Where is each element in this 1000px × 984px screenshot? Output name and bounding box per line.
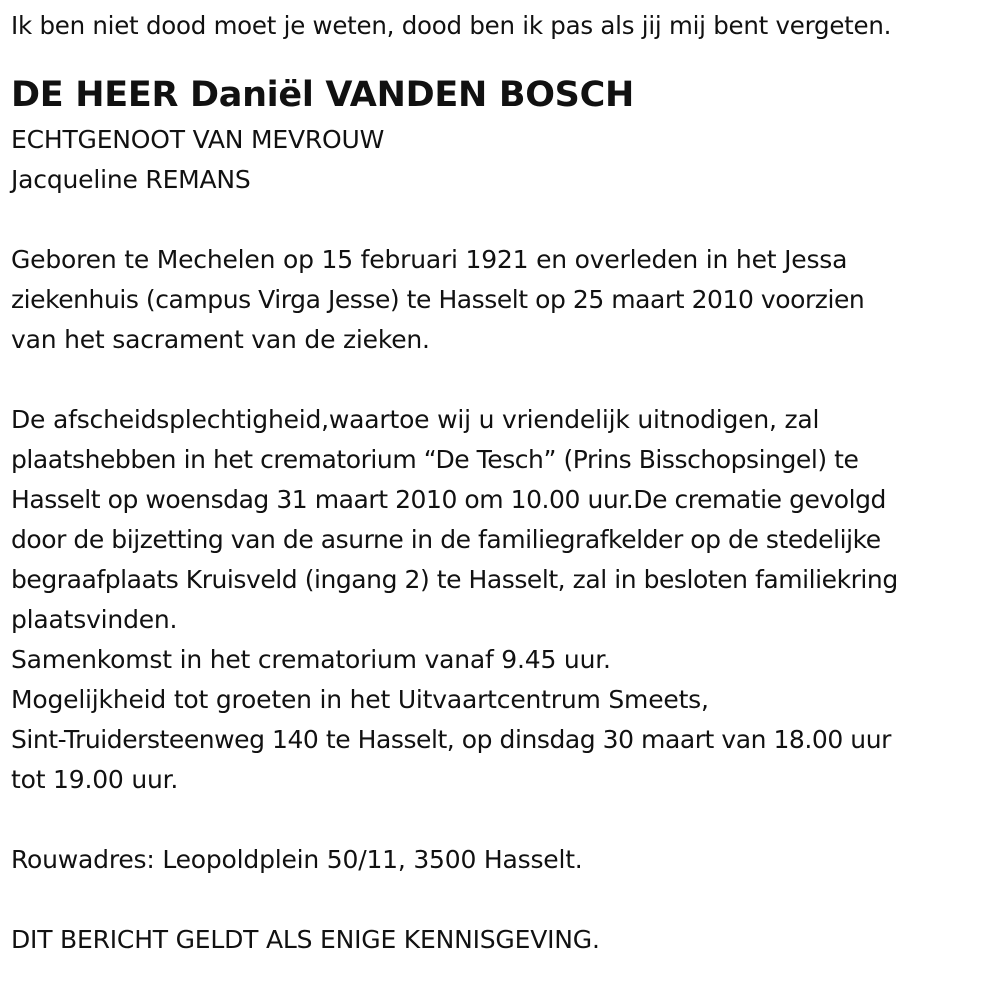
spouse-name: Jacqueline REMANS bbox=[11, 165, 251, 194]
spacer bbox=[11, 800, 996, 840]
deceased-name: DE HEER Daniël VANDEN BOSCH bbox=[11, 75, 634, 115]
paragraph-line: begraafplaats Kruisveld (ingang 2) te Hasselt, zal in besloten familiekring bbox=[11, 565, 898, 594]
paragraph-line: ziekenhuis (campus Virga Jesse) te Hasselt op 25 maart 2010 voorzien bbox=[11, 285, 865, 314]
paragraph-line: Sint-Truidersteenweg 140 te Hasselt, op dinsdag 30 maart van 18.00 uur bbox=[11, 725, 891, 754]
paragraph-line: door de bijzetting van de asurne in de familiegrafkelder op de stedelijke bbox=[11, 525, 881, 554]
paragraph-line: Geboren te Mechelen op 15 februari 1921 en overleden in het Jessa bbox=[11, 245, 848, 274]
spacer bbox=[11, 200, 996, 240]
paragraph-line: Mogelijkheid tot groeten in het Uitvaartcentrum Smeets, bbox=[11, 685, 709, 714]
paragraph-line: plaatshebben in het crematorium “De Tesch” (Prins Bisschopsingel) te bbox=[11, 445, 859, 474]
spouse-heading: ECHTGENOOT VAN MEVROUW bbox=[11, 125, 385, 154]
birth-death-paragraph bbox=[11, 240, 996, 360]
closing-statement: DIT BERICHT GELDT ALS ENIGE KENNISGEVING. bbox=[11, 925, 600, 954]
paragraph-line: van het sacrament van de zieken. bbox=[11, 325, 430, 354]
paragraph-line: Hasselt op woensdag 31 maart 2010 om 10.00 uur.De crematie gevolgd bbox=[11, 485, 886, 514]
obituary-notice bbox=[11, 0, 996, 960]
paragraph-line: tot 19.00 uur. bbox=[11, 765, 179, 794]
opening-quote: Ik ben niet dood moet je weten, dood ben ik pas als jij mij bent vergeten. bbox=[11, 11, 892, 40]
paragraph-line: Samenkomst in het crematorium vanaf 9.45 uur. bbox=[11, 645, 611, 674]
ceremony-paragraph bbox=[11, 400, 996, 800]
spacer bbox=[11, 360, 996, 400]
mourning-address: Rouwadres: Leopoldplein 50/11, 3500 Hasselt. bbox=[11, 845, 583, 874]
spacer bbox=[11, 880, 996, 920]
paragraph-line: De afscheidsplechtigheid,waartoe wij u vriendelijk uitnodigen, zal bbox=[11, 405, 820, 434]
paragraph-line: plaatsvinden. bbox=[11, 605, 178, 634]
